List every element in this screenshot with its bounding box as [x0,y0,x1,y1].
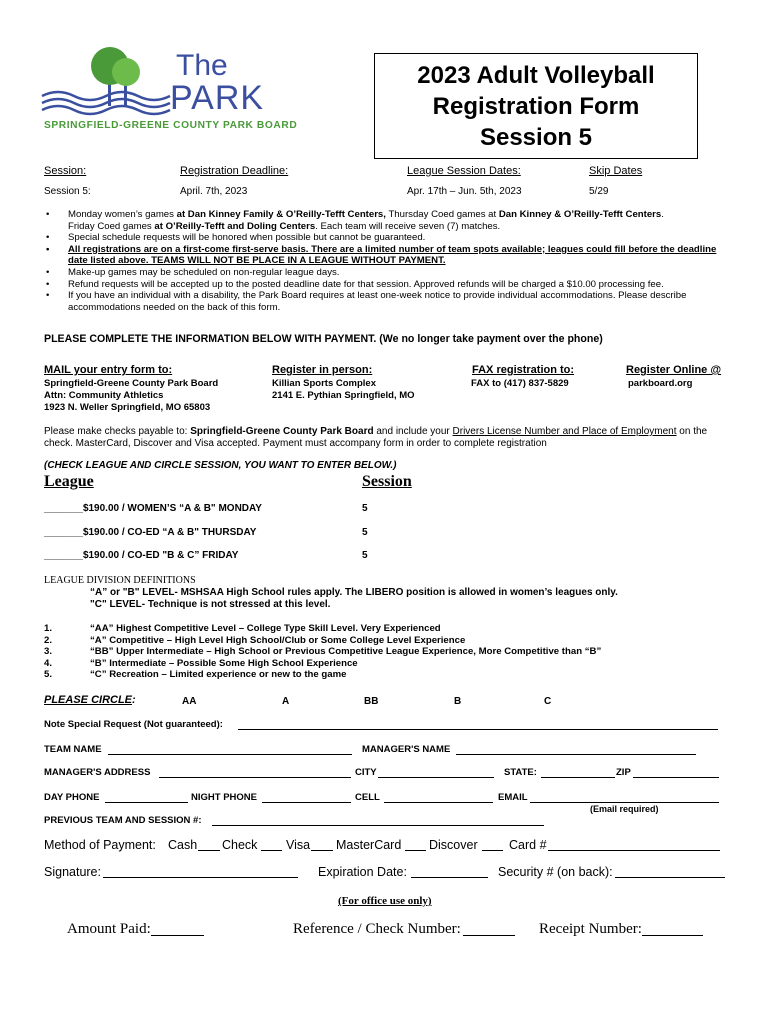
level-number: 4. [44,657,53,669]
league-option-coed-thursday[interactable] [44,527,256,538]
zip-label: ZIP [616,767,631,778]
level-option-bb[interactable]: BB [364,696,379,707]
checks-payable-line [44,426,707,437]
payment-mastercard-field[interactable] [405,850,426,851]
title-line-2: Registration Form [432,93,640,120]
division-heading: LEAGUE DIVISION DEFINITIONS [44,575,196,586]
check-instruction: (CHECK LEAGUE AND CIRCLE SESSION, YOU WANT TO ENTER BELOW.) [44,460,397,471]
payment-visa-field[interactable] [311,850,333,851]
payment-discover-label: Discover [429,838,478,852]
rule-item [44,209,734,232]
payment-discover-field[interactable] [482,850,503,851]
please-circle-label [44,694,136,706]
security-code-label: Security # (on back): [498,865,613,879]
manager-address-label: MANAGER'S ADDRESS [44,767,151,778]
league-session-number[interactable]: 5 [362,550,368,561]
manager-address-field[interactable] [159,777,351,778]
schedule-header-deadline: Registration Deadline: [180,165,289,177]
special-request-field[interactable] [238,729,718,730]
schedule-header-dates: League Session Dates: [407,165,521,177]
logo-word-park: PARK [170,79,265,117]
logo-tagline: SPRINGFIELD-GREENE COUNTY PARK BOARD [44,120,298,131]
complete-notice: PLEASE COMPLETE THE INFORMATION BELOW WITH PAYMENT. (We no longer take payment over the phone) [44,333,603,345]
receipt-number-label: Receipt Number: [539,921,642,937]
signature-field[interactable] [103,877,298,878]
in-person-heading: Register in person: [272,364,373,376]
rule-text: Monday women’s games [68,209,177,220]
amount-paid-label: Amount Paid: [67,921,151,937]
level-option-aa[interactable]: AA [182,696,197,707]
manager-name-field[interactable] [456,754,696,755]
payment-check-field[interactable] [261,850,282,851]
email-label: EMAIL [498,792,528,803]
schedule-header-session: Session: [44,165,87,177]
mail-line-1: Springfield-Greene County Park Board [44,378,219,389]
payment-card-label: Card # [509,838,547,852]
office-use-heading: (For office use only) [338,895,432,907]
rule-text-bold: Dan Kinney & O’Reilly-Tefft Centers [498,209,662,220]
payment-mastercard-label: MasterCard [336,838,402,852]
session-header: Session [362,473,412,490]
league-label: $190.00 / CO-ED "B & C” FRIDAY [82,550,239,561]
card-number-field[interactable] [548,850,720,851]
payment-check-label: Check [222,838,258,852]
please-circle-colon: : [132,694,136,706]
rule-text-bold: at O’Reilly-Tefft and Doling Centers [154,220,316,232]
cell-field[interactable] [384,802,493,803]
payment-cash-field[interactable] [198,850,220,851]
payment-cash-label: Cash [168,838,198,852]
city-field[interactable] [378,777,494,778]
day-phone-field[interactable] [105,802,188,803]
security-code-field[interactable] [615,877,725,878]
division-ab-rules: “A” or "B" LEVEL- MSHSAA High School rules apply. The LIBERO position is allowed in women’s leagues only. [90,587,618,598]
night-phone-field[interactable] [262,802,351,803]
mail-heading: MAIL your entry form to: [44,364,173,376]
logo-word-the: The [176,49,228,82]
checks-text: and include your [373,426,453,437]
level-option-a[interactable]: A [282,696,290,707]
zip-field[interactable] [633,777,719,778]
please-circle-text: PLEASE CIRCLE [44,694,133,706]
checks-requirement: Drivers License Number and Place of Employment [452,426,677,437]
rule-text: Friday Coed games [68,220,155,232]
schedule-dates-value: Apr. 17th – Jun. 5th, 2023 [407,186,522,197]
league-checkbox-blank[interactable]: _______ [44,527,83,538]
email-field[interactable] [530,802,719,803]
level-number: 2. [44,634,53,646]
league-session-number[interactable]: 5 [362,503,368,514]
schedule-deadline-value: April. 7th, 2023 [180,186,248,197]
division-c-rules: "C" LEVEL- Technique is not stressed at this level. [90,599,331,610]
level-text: “B” Intermediate – Possible Some High School Experience [90,657,358,669]
rule-text: . [661,209,664,220]
rule-item: • Refund requests will be accepted up to the posted deadline date for that session. Approved refunds will be charged a $10.00 processing fee. [44,279,734,291]
league-header: League [44,473,94,490]
previous-team-label: PREVIOUS TEAM AND SESSION #: [44,815,202,826]
rule-text: . Each team will receive seven (7) matches. [315,220,501,232]
state-field[interactable] [541,777,615,778]
fax-number: FAX to (417) 837-5829 [471,378,569,389]
league-option-coed-friday[interactable] [44,550,238,561]
team-name-label: TEAM NAME [44,744,102,755]
title-line-1: 2023 Adult Volleyball [417,62,655,89]
level-number: 5. [44,669,53,680]
league-checkbox-blank[interactable]: _______ [44,503,83,514]
rules-list [44,209,734,313]
rule-text: Thursday Coed games at [385,209,499,220]
rule-item-important: • All registrations are on a first-come first-serve basis. There are a limited number of team spots available; leagues could fill before the deadline date listed above. TEAMS WILL NOT BE PLACE IN A LEAGUE WITHOUT PAYMENT. [44,244,734,267]
league-label: $190.00 / CO-ED “A & B" THURSDAY [82,527,257,538]
league-session-number[interactable]: 5 [362,527,368,538]
previous-team-field[interactable] [212,825,544,826]
checks-text: Please make checks payable to: [44,426,191,437]
expiration-field[interactable] [411,877,488,878]
day-phone-label: DAY PHONE [44,792,100,803]
level-option-c[interactable]: C [544,696,552,707]
level-number: 3. [44,646,53,657]
mail-line-3: 1923 N. Weller Springfield, MO 65803 [44,402,211,413]
level-text: “A” Competitive – High Level High School/Club or Some College Level Experience [90,634,466,646]
in-person-line-2: 2141 E. Pythian Springfield, MO [272,390,415,401]
payment-method-label: Method of Payment: [44,838,156,852]
level-text: “AA” Highest Competitive Level – College Type Skill Level. Very Experienced [90,623,441,634]
level-number: 1. [44,623,53,634]
level-option-b[interactable]: B [454,696,462,707]
rule-text-bold: at Dan Kinney Family & O’Reilly-Tefft Centers, [176,209,386,220]
email-required-note: (Email required) [590,804,659,814]
mail-line-2: Attn: Community Athletics [44,390,164,401]
league-option-womens-monday[interactable] [44,503,262,514]
schedule-skip-value: 5/29 [589,186,609,197]
league-label: $190.00 / WOMEN’S “A & B" MONDAY [82,503,262,514]
league-checkbox-blank[interactable]: _______ [44,550,83,561]
signature-label: Signature: [44,865,101,879]
cell-label: CELL [355,792,380,803]
schedule-session-value: Session 5: [44,186,91,197]
title-line-3: Session 5 [479,124,593,151]
checks-payee: Springfield-Greene County Park Board [190,426,374,437]
level-text: “C” Recreation – Limited experience or new to the game [90,669,347,680]
form-title-box [374,53,698,159]
fax-heading: FAX registration to: [472,364,575,376]
checks-text: on the [676,426,708,437]
level-text: “BB” Upper Intermediate – High School or Previous Competitive League Experience, More Competitive than “B” [90,646,602,657]
payment-visa-label: Visa [286,838,311,852]
team-name-field[interactable] [108,754,352,755]
checks-accepted-line: check. MasterCard, Discover and Visa accepted. Payment must accompany form in order to complete registration [44,438,547,449]
state-label: STATE: [504,767,537,778]
amount-paid-field[interactable] [151,935,204,936]
reference-number-label: Reference / Check Number: [293,921,461,937]
in-person-line-1: Killian Sports Complex [272,378,376,389]
special-request-label: Note Special Request (Not guaranteed): [44,719,223,730]
rule-item: • Make-up games may be scheduled on non-regular league days. [44,267,734,279]
online-heading: Register Online @ [626,364,722,376]
expiration-label: Expiration Date: [318,865,407,879]
online-url[interactable]: parkboard.org [628,378,693,389]
night-phone-label: NIGHT PHONE [191,792,257,803]
rule-item: • If you have an individual with a disability, the Park Board requires at least one-week notice to provide individual accommodations. Please describe accommodations needed on the back of this form. [44,290,734,313]
receipt-number-field[interactable] [642,935,703,936]
city-label: CITY [355,767,377,778]
schedule-header-skip: Skip Dates [589,165,643,177]
manager-name-label: MANAGER'S NAME [362,744,451,755]
rule-item: • Special schedule requests will be honored when possible but cannot be guaranteed. [44,232,734,244]
reference-number-field[interactable] [463,935,515,936]
